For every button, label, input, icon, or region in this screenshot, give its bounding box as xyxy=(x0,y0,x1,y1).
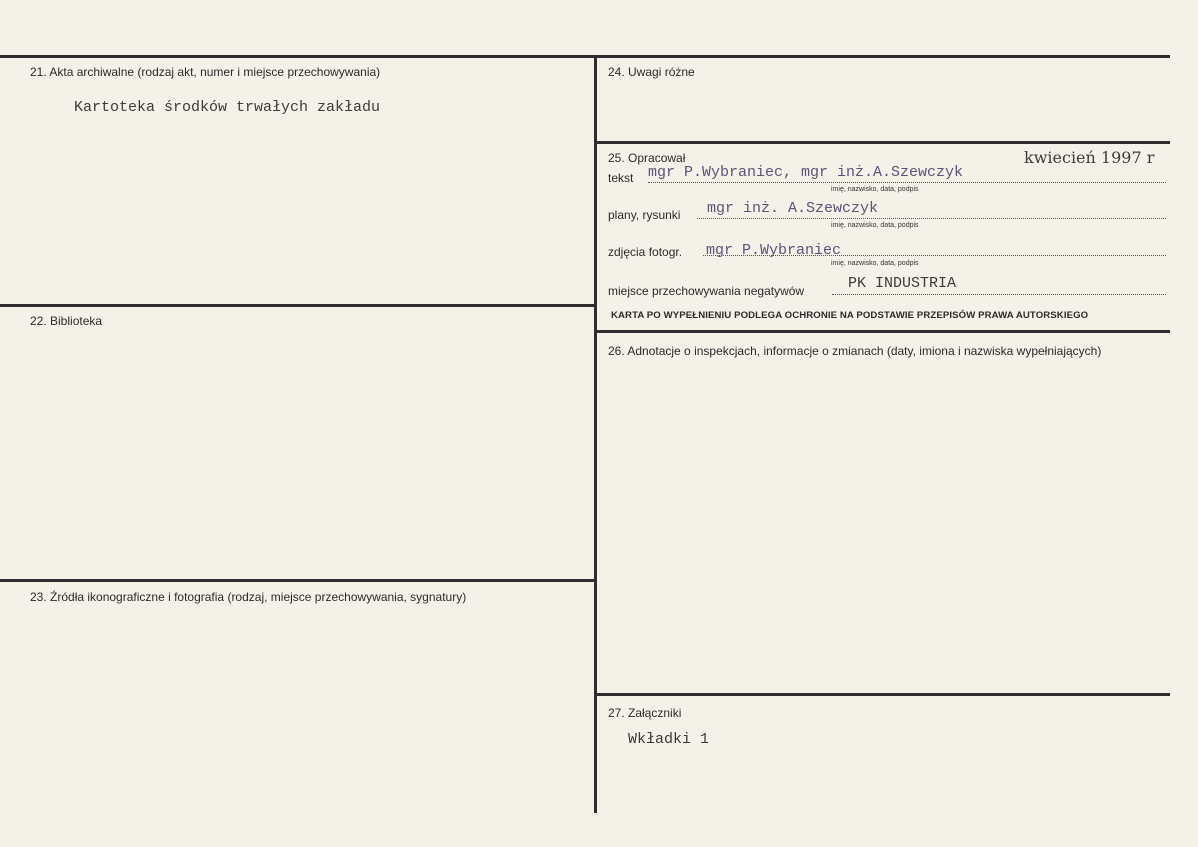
negatives-location-dotted-line xyxy=(832,294,1166,295)
text-author-label: tekst xyxy=(608,171,634,185)
plans-author-hint: imię, nazwisko, data, podpis xyxy=(831,222,919,229)
section-26-label: 26. Adnotacje o inspekcjach, informacje o zmianach (daty, imiona i nazwiska wypełniających) xyxy=(608,344,1102,358)
section-25-label: 25. Opracował xyxy=(608,151,686,165)
negatives-location-value: PK INDUSTRIA xyxy=(848,275,957,292)
rule-25-26 xyxy=(594,330,1170,333)
section-22-label: 22. Biblioteka xyxy=(30,314,103,328)
text-author-dotted-line xyxy=(648,182,1166,183)
section-21-label: 21. Akta archiwalne (rodzaj akt, numer i miejsce przechowywania) xyxy=(30,65,381,79)
center-divider xyxy=(594,55,597,813)
rule-22-23 xyxy=(0,579,597,582)
plans-author-dotted-line xyxy=(697,218,1166,219)
section-24-label: 24. Uwagi różne xyxy=(608,65,695,79)
section-25-date: kwiecień 1997 r xyxy=(1024,148,1155,167)
photos-author-value: mgr P.Wybraniec xyxy=(706,242,842,259)
negatives-location-label: miejsce przechowywania negatywów xyxy=(608,284,805,298)
section-23-label: 23. Źródła ikonograficzne i fotografia (rodzaj, miejsce przechowywania, sygnatury) xyxy=(30,590,467,604)
rule-21-22 xyxy=(0,304,597,307)
section-27-label: 27. Załączniki xyxy=(608,706,682,720)
section-21-value: Kartoteka środków trwałych zakładu xyxy=(74,99,381,116)
rule-26-27 xyxy=(594,693,1170,696)
plans-author-value: mgr inż. A.Szewczyk xyxy=(707,200,879,217)
plans-author-label: plany, rysunki xyxy=(608,208,681,222)
photos-author-label: zdjęcia fotogr. xyxy=(608,245,683,259)
rule-24-25 xyxy=(594,141,1170,144)
top-rule xyxy=(0,55,1170,58)
text-author-hint: imię, nazwisko, data, podpis xyxy=(831,186,919,193)
text-author-value: mgr P.Wybraniec, mgr inż.A.Szewczyk xyxy=(648,164,964,181)
photos-author-hint: imię, nazwisko, data, podpis xyxy=(831,260,919,267)
copyright-notice: KARTA PO WYPEŁNIENIU PODLEGA OCHRONIE NA PODSTAWIE PRZEPISÓW PRAWA AUTORSKIEGO xyxy=(611,310,1089,321)
section-27-value: Wkładki 1 xyxy=(628,731,710,748)
